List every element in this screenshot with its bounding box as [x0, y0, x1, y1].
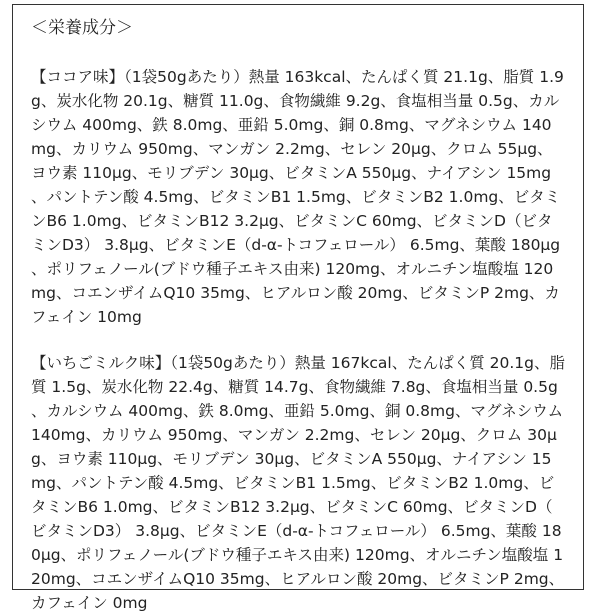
section-body: （1袋50gあたり）熱量 163kcal、たんぱく質 21.1g、脂質 1.9g、炭水化物 20.1g、糖質 11.0g、食物繊維 9.2g、食塩相当量 0.5g、カルシウム 400mg、鉄 8.0mg、亜鉛 5.0mg、銅 0.8mg、マグネシウム 140mg、カリウム 950mg、マンガン 2.2mg、セレン 20μg、クロム 55μg、ヨウ素 110μg、モリブデン 30μg、ビタミンA 550μg、ナイアシン 15mg、パントテン酸 4.5mg、ビタミンB1 1.5mg、ビタミンB2 1.0mg、ビタミンB6 1.0mg、ビタミンB12 3.2μg、ビタミンC 60mg、ビタミンD（ビタミンD3） 3.8μg、ビタミンE（d-α-トコフェロール） 6.5mg、葉酸 180μg、ポリフェノール(ブドウ種子エキス由来) 120mg、オルニチン塩酸塩 120mg、コエンザイムQ10 35mg、ヒアルロン酸 20mg、ビタミンP 2mg、カフェイン 10mg	[31, 68, 564, 326]
nutrition-heading: ＜栄養成分＞	[31, 18, 133, 38]
section-title: 【ココア味】	[31, 68, 125, 86]
nutrition-panel	[12, 4, 584, 612]
section-body: （1袋50gあたり）熱量 167kcal、たんぱく質 20.1g、脂質 1.5g、炭水化物 22.4g、糖質 14.7g、食物繊維 7.8g、食塩相当量 0.5g、カルシウム 400mg、鉄 8.0mg、亜鉛 5.0mg、銅 0.8mg、マグネシウム 140mg、カリウム 950mg、マンガン 2.2mg、セレン 20μg、クロム 30μg、ヨウ素 110μg、モリブデン 30μg、ビタミンA 550μg、ナイアシン 15mg、パントテン酸 4.5mg、ビタミンB1 1.5mg、ビタミンB2 1.0mg、ビタミンB6 1.0mg、ビタミンB12 3.2μg、ビタミンC 60mg、ビタミンD（ビタミンD3） 3.8μg、ビタミンE（d-α-トコフェロール） 6.5mg、葉酸 180μg、ポリフェノール(ブドウ種子エキス由来) 120mg、オルニチン塩酸塩 120mg、コエンザイムQ10 35mg、ヒアルロン酸 20mg、ビタミンP 2mg、カフェイン 0mg	[31, 354, 565, 612]
nutrition-section-strawberry-milk	[31, 351, 565, 615]
nutrition-section-cocoa	[31, 65, 565, 329]
section-title: 【いちごミルク味】	[31, 354, 171, 372]
